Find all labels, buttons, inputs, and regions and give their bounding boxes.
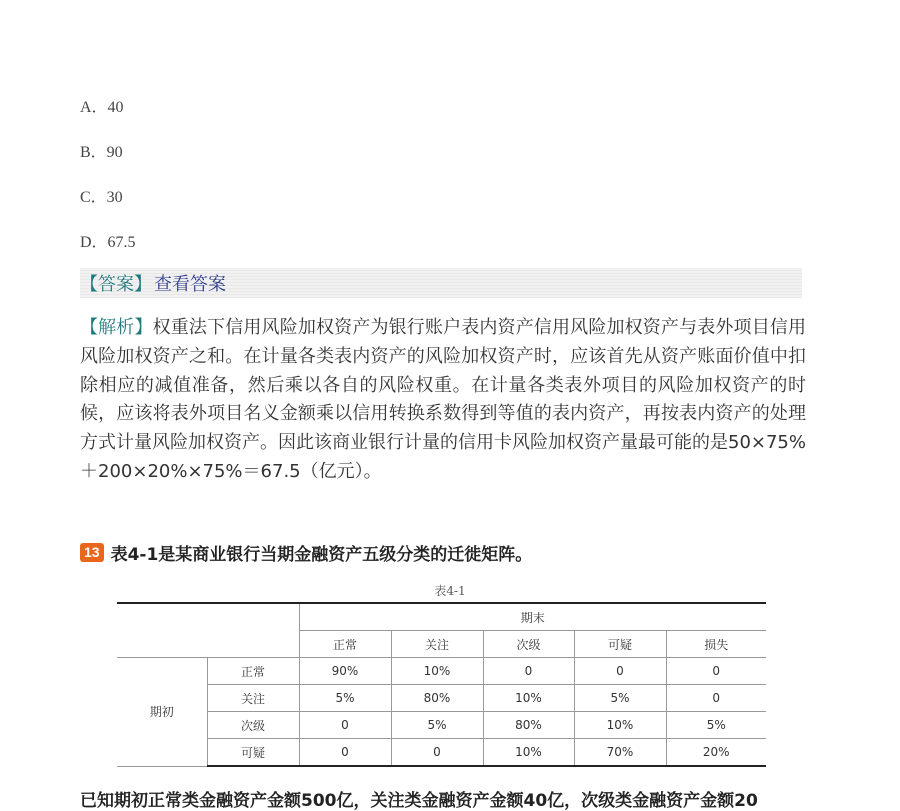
- table-cell: 0: [299, 712, 391, 739]
- column-header: 关注: [391, 631, 483, 658]
- analysis-paragraph: [80, 314, 806, 487]
- column-header: 损失: [666, 631, 766, 658]
- table-cell: 5%: [299, 685, 391, 712]
- option-b: B．90: [80, 144, 123, 161]
- column-header: 次级: [483, 631, 574, 658]
- table-cell: 80%: [483, 712, 574, 739]
- table-cell: 0: [391, 739, 483, 767]
- row-header: 可疑: [207, 739, 299, 767]
- option-a: A．40: [80, 99, 124, 116]
- table-cell: 10%: [574, 712, 666, 739]
- row-header: 关注: [207, 685, 299, 712]
- table-cell: 0: [483, 658, 574, 685]
- option-d: D．67.5: [80, 234, 136, 251]
- row-header: 次级: [207, 712, 299, 739]
- period-end-header: 期末: [299, 603, 766, 631]
- table-corner: [117, 603, 299, 658]
- question-number-badge: 13: [80, 543, 104, 562]
- table-cell: 70%: [574, 739, 666, 767]
- table-cell: 5%: [391, 712, 483, 739]
- option-c: C．30: [80, 189, 123, 206]
- answer-row: [80, 268, 802, 298]
- table-cell: 80%: [391, 685, 483, 712]
- period-start-header: 期初: [117, 658, 207, 767]
- followup-text: 已知期初正常类金融资产金额500亿，关注类金融资产金额40亿，次级类金融资产金额20: [80, 791, 758, 811]
- analysis-text: 权重法下信用风险加权资产为银行账户表内资产信用风险加权资产与表外项目信用风险加权资产之和。在计量各类表内资产的风险加权资产时，应该首先从资产账面价值中扣除相应的减值准备，然后乘以各自的风险权重。在计量各类表外项目的风险加权资产的时候，应该将表外项目名义金额乘以信用转换系数得到等值的表内资产，再按表内资产的处理方式计量风险加权资产。因此该商业银行计量的信用卡风险加权资产量最可能的是50×75%＋200×20%×75%＝67.5（亿元）。: [80, 317, 807, 482]
- table-caption: 表4-1: [434, 584, 466, 598]
- table-cell: 10%: [483, 685, 574, 712]
- column-header: 正常: [299, 631, 391, 658]
- table-cell: 20%: [666, 739, 766, 767]
- view-answer-link[interactable]: 查看答案: [154, 274, 226, 295]
- column-header: 可疑: [574, 631, 666, 658]
- answer-label: 【答案】: [80, 274, 152, 295]
- migration-matrix-table: [117, 602, 766, 767]
- table-cell: 90%: [299, 658, 391, 685]
- table-cell: 0: [299, 739, 391, 767]
- table-cell: 10%: [483, 739, 574, 767]
- table-cell: 0: [574, 658, 666, 685]
- table-cell: 0: [666, 658, 766, 685]
- question-text: 表4-1是某商业银行当期金融资产五级分类的迁徙矩阵。: [110, 545, 533, 565]
- question-title: [80, 540, 532, 565]
- analysis-label: 【解析】: [80, 317, 153, 338]
- row-header: 正常: [207, 658, 299, 685]
- table-cell: 10%: [391, 658, 483, 685]
- table-cell: 5%: [574, 685, 666, 712]
- table-cell: 0: [666, 685, 766, 712]
- table-cell: 5%: [666, 712, 766, 739]
